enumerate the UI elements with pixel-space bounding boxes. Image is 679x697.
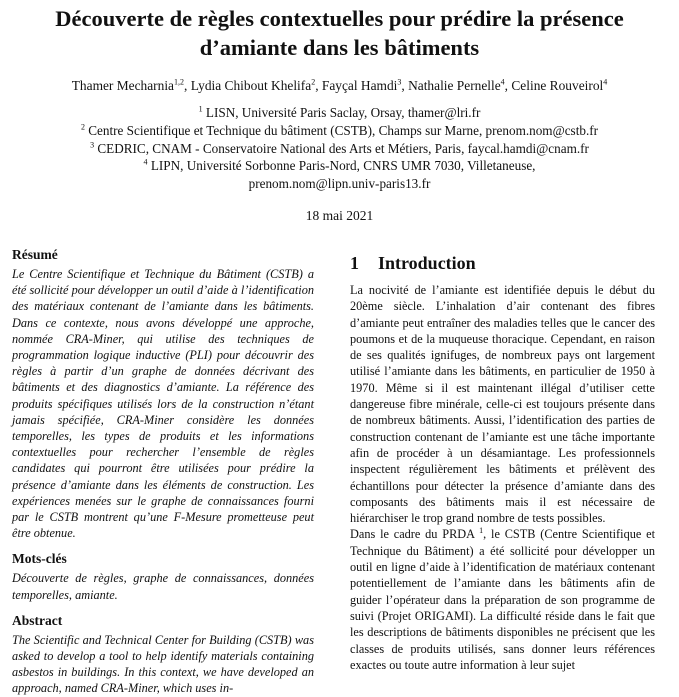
resume-heading: Résumé: [12, 247, 58, 262]
intro-paragraph-1: La nocivité de l’amiante est identifiée depuis le début du 20ème siècle. L’inhalation d’air contenant des fibres d’amiante peut entraîner des maladies telles que le cancer des poumons et de la muqueuse thoracique. Cependant, en raison de ses qualités ignifuges, de nombreux pays ont largement utilisé l’amiante dans les bâtiments, en particulier de 1950 à 1970. Même si il est maintenant illégal d’utiliser cette dangereuse fibre minérale, celle-ci est toujours présente dans de nombreux bâtiments. Aussi, l’identification des parties de construction contenant de l’amiante est une tâche importante afin de procéder à un désamiantage. Les professionnels inspectent régulièrement les bâtiments et prélèvent des échantillons pour détecter la présence d’amiante dans des composants des bâtiments mais il est nécessaire de hiérarchiser le trop grand nombre de tests possibles.: [350, 283, 655, 526]
section-title: Introduction: [378, 253, 476, 273]
title-line-1: Découverte de règles contextuelles pour prédire la présence: [55, 6, 624, 31]
paper-title: [0, 4, 679, 62]
affiliation: $^2$ Centre Scientifique et Technique du bâtiment (CSTB), Champs sur Marne, prenom.nom@cstb.fr: [80, 122, 599, 138]
affiliation: $^4$ LIPN, Université Sorbonne Paris-Nord, CNRS UMR 7030, Villetaneuse,: [143, 158, 536, 174]
title-line-2: d’amiante dans les bâtiments: [199, 35, 480, 60]
author: Thamer Mecharnia$^{1,2}$: [71, 77, 184, 93]
left-column: [12, 246, 314, 697]
right-column: [350, 252, 655, 673]
section-heading: [350, 252, 655, 274]
author: Fayçal Hamdi$^3$: [321, 77, 402, 93]
author-list: Thamer Mecharnia$^{1,2}$, Lydia Chibout Khelifa$^2$, Fayçal Hamdi$^3$, Nathalie Pernelle$^4$, Celine Rouveirol$^4$: [71, 77, 608, 93]
affiliations: [0, 104, 679, 193]
affiliation: $^3$ CEDRIC, CNAM - Conservatoire National des Arts et Métiers, Paris, faycal.hamdi@cnam.fr: [90, 140, 589, 156]
keywords-heading: Mots-clés: [12, 551, 67, 567]
author: Lydia Chibout Khelifa$^2$: [190, 77, 316, 93]
author: Nathalie Pernelle$^4$: [408, 77, 505, 93]
keywords-text: Découverte de règles, graphe de connaissances, données temporelles, amiante.: [12, 571, 314, 602]
section-number: 1: [350, 253, 359, 273]
resume-text: Le Centre Scientifique et Technique du Bâtiment (CSTB) a été sollicité pour développer un outil d’aide à l’identification des matériaux contenant de l’amiante dans les bâtiments. Dans ce contexte, nous avons développé une approche, nommée CRA-Miner, qui utilise des techniques de programmation logique inductive (PLI) pour découvrir des règles à partir d’un graphe de données décrivant des bâtiments et des diagnostics d’amiante. La référence des produits spécifiques utilisés lors de la construction n’étant jamais spécifiée, CRA-Miner considère les données temporelles, les types de produits et les informations contextuelles pour rechercher l’ensemble de règles candidates qui pourront être utilisées pour prédire la présence d’amiante dans les éléments de construction. Les expériences menées sur le graphe de connaissances fourni par le CSTB montrent qu’une F-Mesure prometteuse peut être obtenue.: [12, 267, 314, 541]
affiliation: $^1$ LISN, Université Paris Saclay, Orsay, thamer@lri.fr: [198, 104, 481, 120]
abstract-heading: Abstract: [12, 612, 63, 628]
intro-paragraph-2: Dans le cadre du PRDA $^1$, le CSTB (Centre Scientifique et Technique du Bâtiment) a été sollicité pour développer un outil en ligne d’aide à l’identification de matériaux contenant potentiellement de l’amiante dans les bâtiments afin de guider l’opérateur dans la préparation de son programme de suivi (Projet ORIGAMI). La difficulté réside dans le fait que les descriptions de bâtiments disponibles ne précisent que les classes de produits utilisés, sans donner leurs références exactes ou toute autre information à leur sujet: [350, 526, 655, 672]
footnote-marker[interactable]: 1: [479, 526, 484, 536]
affiliation: prenom.nom@lipn.univ-paris13.fr: [248, 176, 431, 192]
publication-date: 18 mai 2021: [305, 208, 374, 223]
abstract-text: The Scientific and Technical Center for Building (CSTB) was asked to develop a tool to help identify materials containing asbestos in buildings. In this context, we have developed an approach, named CRA-Miner, which uses in-: [12, 632, 314, 696]
author: Celine Rouveirol$^4$: [511, 77, 608, 93]
